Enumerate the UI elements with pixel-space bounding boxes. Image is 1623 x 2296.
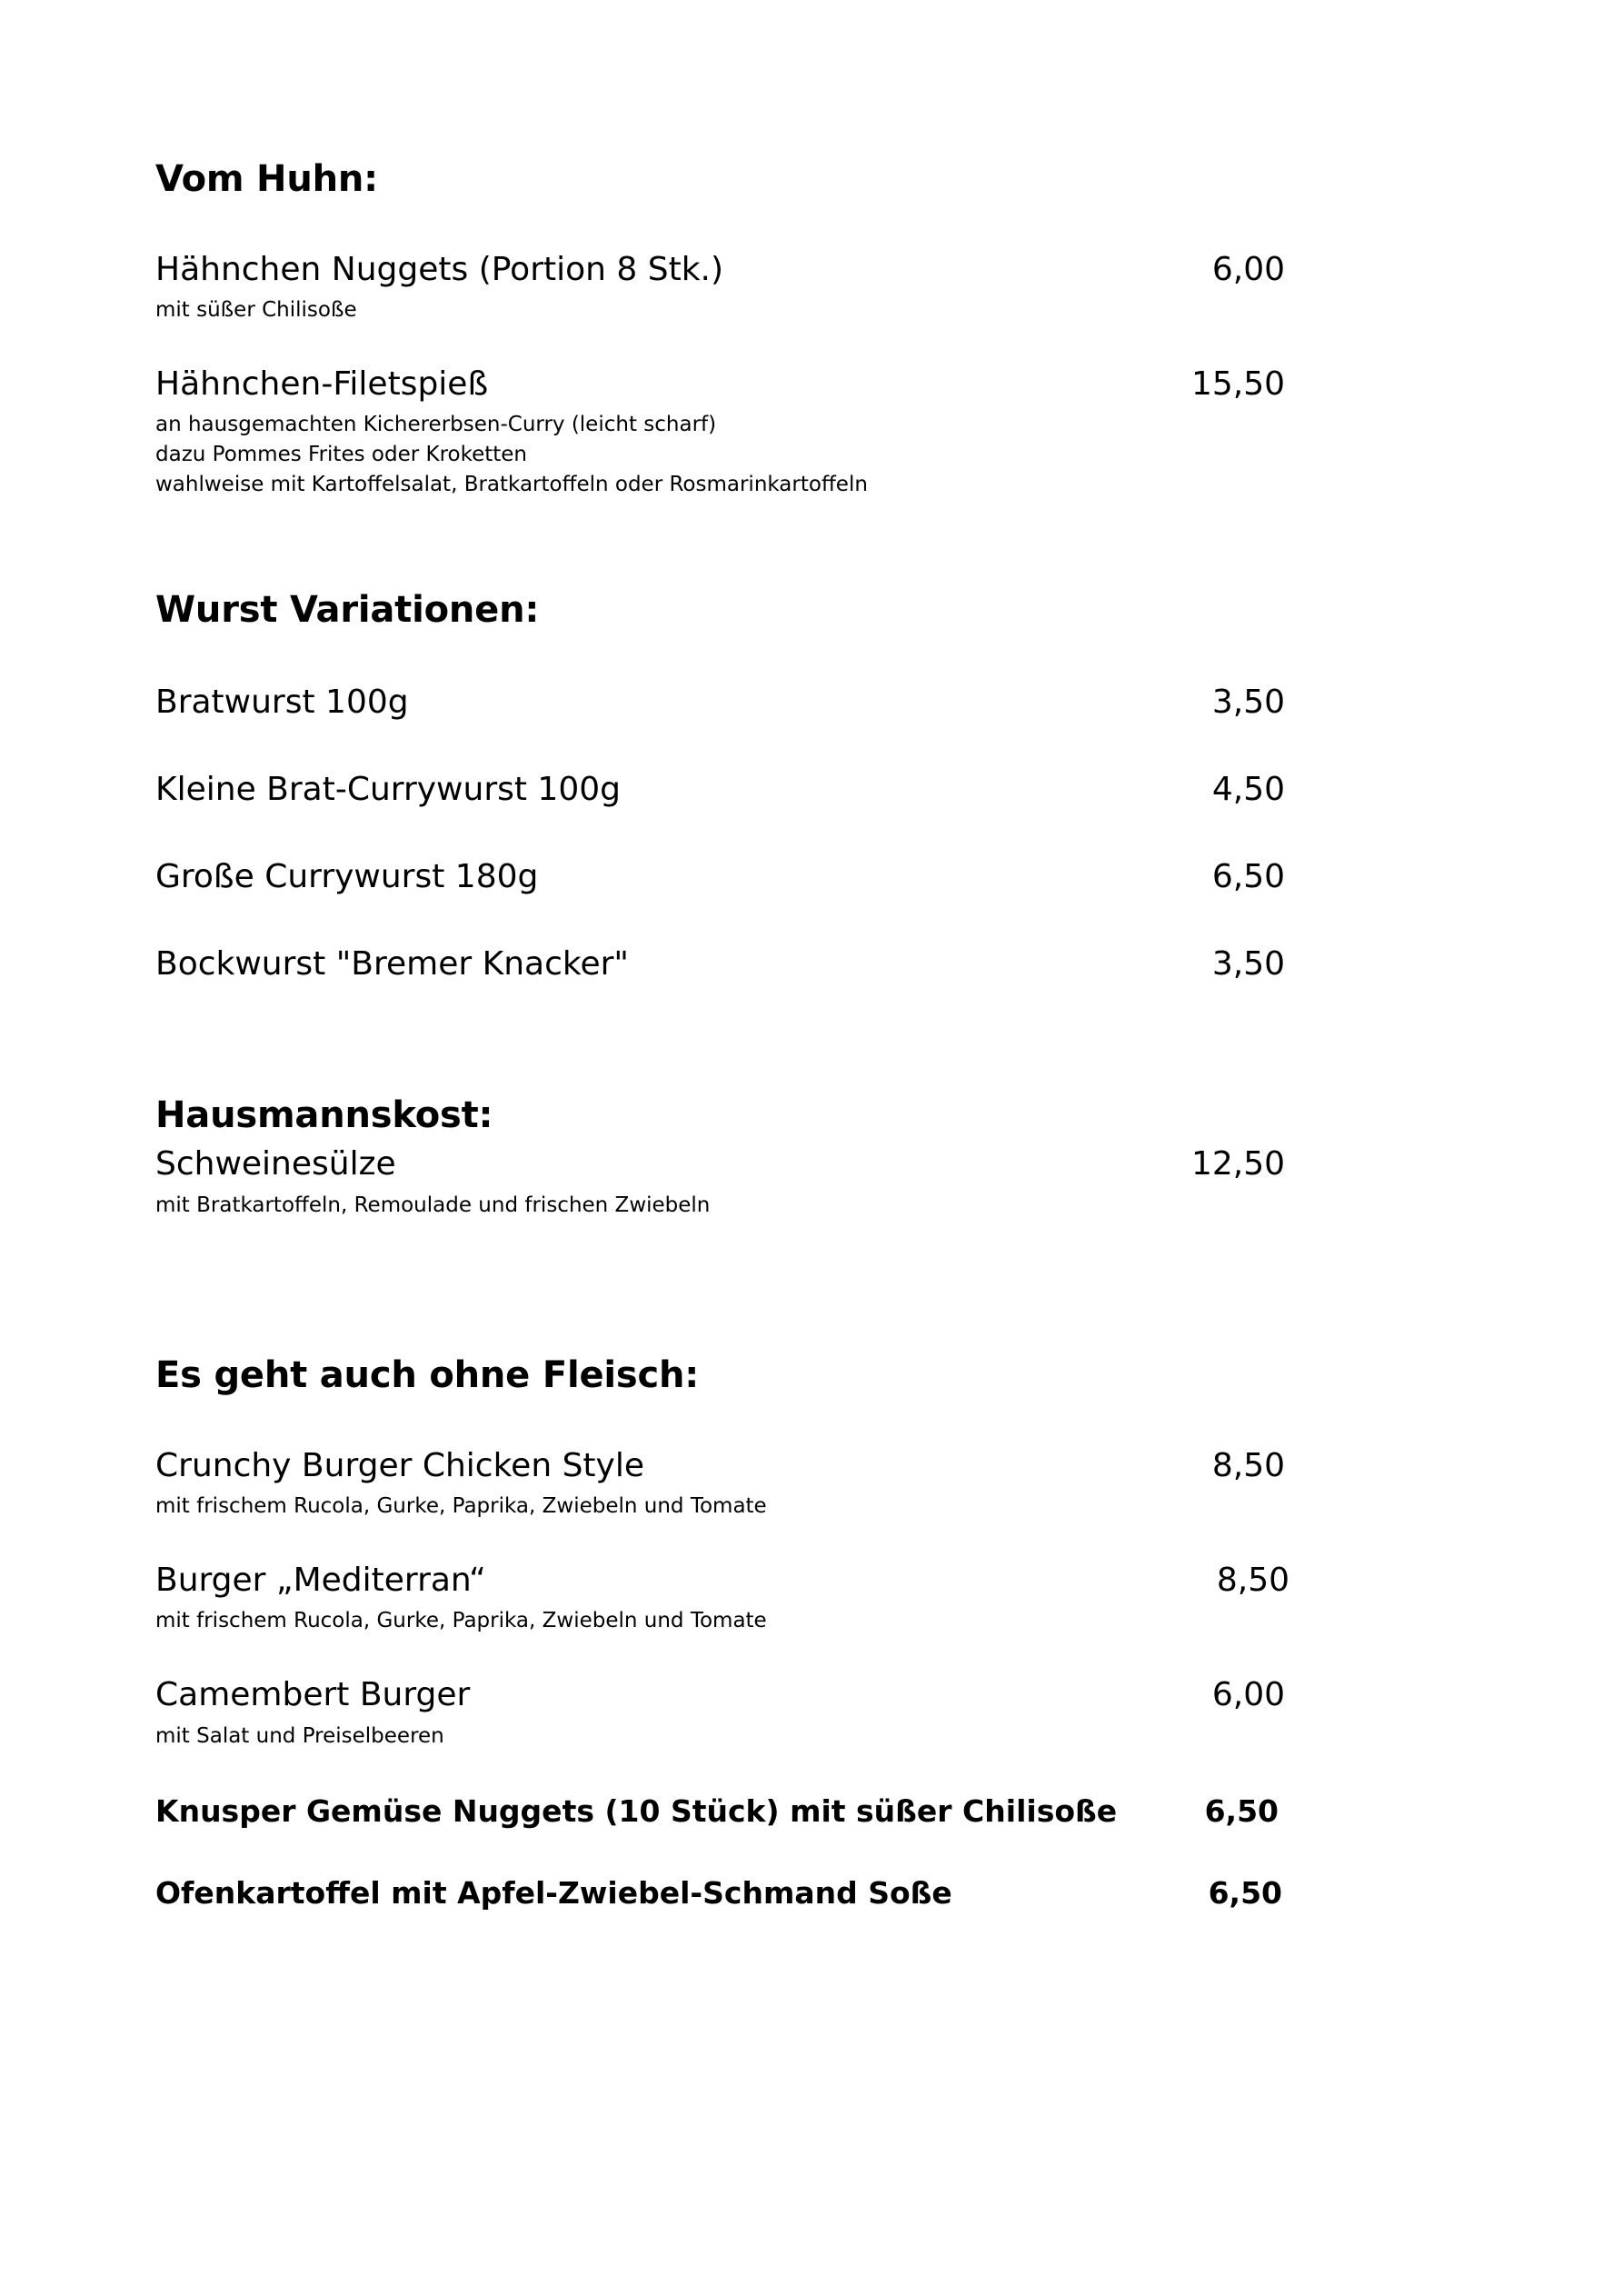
description-line: wahlweise mit Kartoffelsalat, Bratkartoffeln oder Rosmarinkartoffeln — [155, 473, 868, 496]
menu-item-name: Crunchy Burger Chicken Style — [155, 1447, 644, 1484]
menu-item-description — [155, 1722, 444, 1752]
section-title-hausmannskost: Hausmannskost: — [155, 1094, 493, 1136]
description-line: mit Salat und Preiselbeeren — [155, 1724, 444, 1748]
menu-item-price: 12,50 — [1190, 1145, 1285, 1183]
menu-item-description — [155, 295, 357, 325]
menu-item-price: 6,50 — [1211, 858, 1285, 895]
menu-item-price: 3,50 — [1211, 684, 1285, 721]
menu-item-name: Hähnchen-Filetspieß — [155, 365, 489, 403]
description-line: mit Bratkartoffeln, Remoulade und frischen Zwiebeln — [155, 1193, 711, 1217]
description-line: dazu Pommes Frites oder Kroketten — [155, 443, 528, 466]
section-title-wurst-variationen: Wurst Variationen: — [155, 589, 540, 631]
description-line: mit süßer Chilisoße — [155, 298, 357, 322]
menu-item-description — [155, 1191, 710, 1221]
section-title-vom-huhn: Vom Huhn: — [155, 158, 378, 200]
menu-item-description — [155, 1492, 767, 1522]
menu-item-name: Hähnchen Nuggets (Portion 8 Stk.) — [155, 251, 724, 288]
menu-item-price: 6,00 — [1211, 1676, 1285, 1713]
menu-item-price: 8,50 — [1216, 1562, 1289, 1599]
menu-item-name: Kleine Brat-Currywurst 100g — [155, 771, 621, 808]
menu-item-name: Knusper Gemüse Nuggets (10 Stück) mit süßer Chilisoße — [155, 1793, 1118, 1829]
menu-item-price: 3,50 — [1211, 945, 1285, 983]
menu-item-name: Camembert Burger — [155, 1676, 471, 1713]
menu-item-price: 6,00 — [1211, 251, 1285, 288]
menu-item-name: Bockwurst "Bremer Knacker" — [155, 945, 629, 983]
menu-item-price: 8,50 — [1211, 1447, 1285, 1484]
section-title-ohne-fleisch: Es geht auch ohne Fleisch: — [155, 1354, 700, 1396]
menu-item-name: Große Currywurst 180g — [155, 858, 539, 895]
menu-item-name: Schweinesülze — [155, 1145, 396, 1183]
menu-item-price: 6,50 — [1204, 1793, 1279, 1829]
menu-item-price: 4,50 — [1211, 771, 1285, 808]
menu-item-name: Ofenkartoffel mit Apfel-Zwiebel-Schmand Soße — [155, 1875, 952, 1911]
menu-item-price: 6,50 — [1208, 1875, 1282, 1911]
menu-item-description — [155, 410, 868, 500]
description-line: an hausgemachten Kichererbsen-Curry (leicht scharf) — [155, 413, 717, 436]
menu-item-name: Bratwurst 100g — [155, 684, 409, 721]
menu-item-price: 15,50 — [1190, 365, 1285, 403]
menu-item-name: Burger „Mediterran“ — [155, 1562, 486, 1599]
description-line: mit frischem Rucola, Gurke, Paprika, Zwiebeln und Tomate — [155, 1609, 767, 1632]
description-line: mit frischem Rucola, Gurke, Paprika, Zwiebeln und Tomate — [155, 1494, 767, 1518]
menu-item-description — [155, 1606, 767, 1636]
